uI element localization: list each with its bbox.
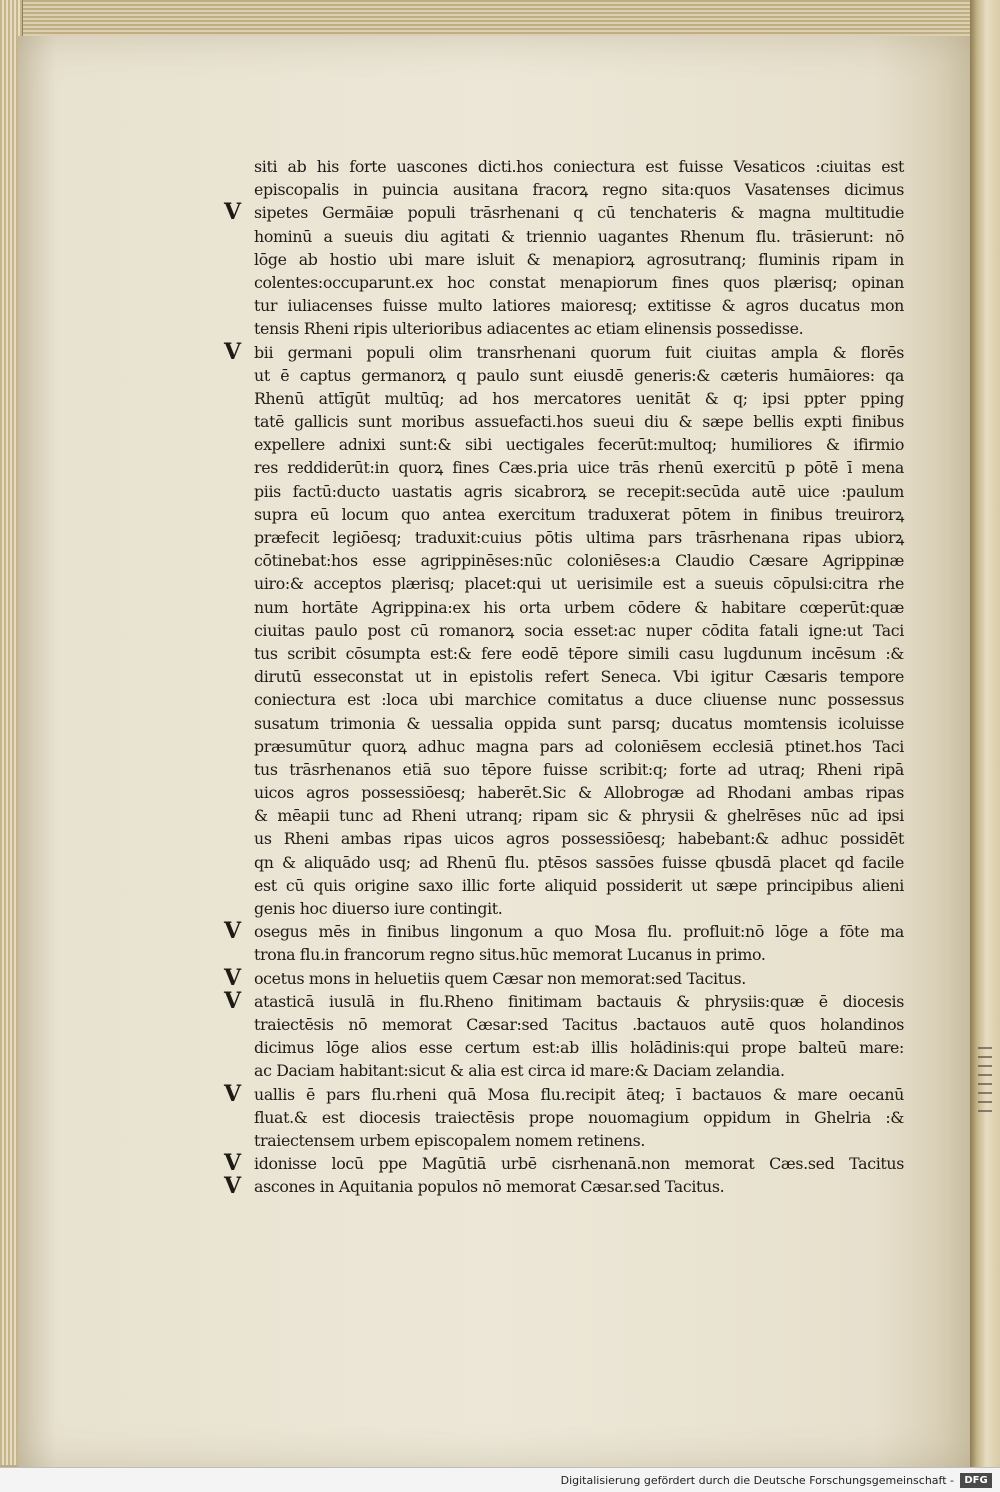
text-line bbox=[254, 572, 904, 595]
line-text: lōge ab hostio ubi mare isluit & menapiorꝝ agrosutranq; fluminis ripam in bbox=[254, 249, 904, 269]
line-text: tus scribit cōsumpta est:& fere eodē tēpore simili casu lugdunum incēsum :& bbox=[254, 643, 904, 663]
initial-letter: V bbox=[224, 964, 241, 991]
line-text: sipetes Germāiæ populi trāsrhenani q cū tenchateris & magna multitudie bbox=[254, 203, 904, 223]
text-line bbox=[254, 596, 904, 619]
line-text: traiectensem urbem episcopalem nomem retinens. bbox=[254, 1130, 646, 1150]
text-line bbox=[254, 271, 904, 294]
text-line bbox=[254, 712, 904, 735]
text-line bbox=[254, 897, 904, 920]
text-line bbox=[254, 364, 904, 387]
text-line bbox=[254, 781, 904, 804]
next-page-text-marks bbox=[978, 1040, 996, 1180]
line-text: dirutū esseconstat ut in epistolis refert Seneca. Vbi igitur Cæsaris tempore bbox=[254, 667, 904, 687]
line-text: susatum trimonia & uessalia oppida sunt parsq; ducatus momtensis icoluisse bbox=[254, 713, 904, 733]
line-text: traiectēsis nō memorat Cæsar:sed Tacitus .bactauos autē quos holandinos bbox=[254, 1014, 904, 1034]
initial-letter: V bbox=[224, 338, 241, 365]
text-line bbox=[224, 199, 904, 226]
line-text: uallis ē pars flu.rheni quā Mosa flu.recipit āteq; ī bactauos & mare oecanū bbox=[254, 1084, 904, 1104]
text-line bbox=[254, 503, 904, 526]
line-text: tur iuliacenses fuisse multo latiores maioresq; extitisse & agros ducatus mon bbox=[254, 296, 904, 316]
text-line bbox=[224, 1173, 904, 1200]
text-line bbox=[254, 735, 904, 758]
initial-letter: V bbox=[224, 987, 241, 1014]
line-text: ascones in Aquitania populos nō memorat Cæsar.sed Tacitus. bbox=[254, 1177, 725, 1197]
text-line bbox=[254, 642, 904, 665]
line-text: siti ab his forte uascones dicti.hos coniectura est fuisse Vesaticos :ciuitas est bbox=[254, 157, 904, 176]
printed-text-block bbox=[224, 155, 904, 1200]
line-text: ocetus mons in heluetiis quem Cæsar non memorat:sed Tacitus. bbox=[254, 968, 746, 988]
line-text: genis hoc diuerso iure contingit. bbox=[254, 899, 503, 918]
text-line bbox=[254, 1036, 904, 1059]
line-text: tatē gallicis sunt moribus assuefacti.hos sueui diu & sæpe bellis expti finibus bbox=[254, 412, 904, 432]
text-line bbox=[224, 1080, 904, 1107]
text-line bbox=[254, 480, 904, 503]
book-gutter-edge bbox=[970, 0, 1000, 1470]
text-line bbox=[254, 827, 904, 850]
line-text: cōtinebat:hos esse agrippinēses:nūc coloniēses:a Claudio Cæsare Agrippinæ bbox=[254, 551, 904, 571]
line-text: coniectura est :loca ubi marchice comitatus a duce cliuense nunc possessus bbox=[254, 690, 904, 710]
line-text: colentes:occuparunt.ex hoc constat menapiorum fines quos plærisq; opinan bbox=[254, 272, 904, 292]
text-line bbox=[224, 1150, 904, 1177]
dfg-logo: DFG bbox=[960, 1473, 992, 1488]
initial-letter: V bbox=[224, 918, 241, 945]
line-text: uicos agros possessiōesq; haberēt.Sic & Allobrogæ ad Rhodani ambas ripas bbox=[254, 783, 904, 803]
line-text: fluat.& est diocesis traiectēsis prope nouomagium oppidum in Ghelria :& bbox=[254, 1107, 904, 1127]
line-text: præfecit legiōesq; traduxit:cuius pōtis ultima pars trāsrhenana ripas ubiorꝝ bbox=[254, 528, 904, 547]
footer-credit: Digitalisierung gefördert durch die Deutsche Forschungsgemeinschaft - bbox=[560, 1474, 954, 1487]
initial-letter: V bbox=[224, 1080, 241, 1107]
text-line bbox=[254, 874, 904, 897]
line-text: atasticā iusulā in flu.Rheno finitimam bactauis & phrysiis:quæ ē diocesis bbox=[254, 991, 904, 1011]
line-text: qn & aliquādo usq; ad Rhenū flu. ptēsos sassōes fuisse qbusdā placet qd facile bbox=[254, 852, 904, 872]
text-line bbox=[254, 1106, 904, 1129]
line-text: osegus mēs in finibus lingonum a quo Mosa flu. profluit:nō lōge a fōte ma bbox=[254, 922, 904, 942]
line-text: tensis Rheni ripis ulterioribus adiacentes ac etiam elinensis possedisse. bbox=[254, 319, 804, 339]
line-text: præsumūtur quorꝝ adhuc magna pars ad coloniēsem ecclesiā ptinet.hos Taci bbox=[254, 736, 904, 756]
book-top-edge bbox=[0, 0, 1000, 38]
line-text: trona flu.in francorum regno situs.hūc memorat Lucanus in primo. bbox=[254, 945, 766, 965]
line-text: ciuitas paulo post cū romanorꝝ socia esset:ac nuper cōdita fatali igne:ut Taci bbox=[254, 620, 904, 640]
text-line bbox=[254, 248, 904, 271]
line-text: episcopalis in puincia ausitana fracorꝝ regno sita:quos Vasatenses dicimus bbox=[254, 180, 904, 200]
text-line bbox=[254, 1129, 904, 1152]
text-line bbox=[254, 804, 904, 827]
line-text: ac Daciam habitant:sicut & alia est circa id mare:& Daciam zelandia. bbox=[254, 1061, 785, 1081]
line-text: expellere adnixi sunt:& sibi uectigales fecerūt:multoq; humiliores & ifirmio bbox=[254, 435, 904, 455]
line-text: & mēapii tunc ad Rheni utranq; ripam sic & phrysii & ghelrēses nūc ad ipsi bbox=[254, 806, 904, 826]
text-line bbox=[254, 178, 904, 201]
initial-letter: V bbox=[224, 1150, 241, 1177]
text-line bbox=[224, 918, 904, 945]
text-line bbox=[254, 294, 904, 317]
text-line bbox=[254, 456, 904, 479]
text-line bbox=[254, 549, 904, 572]
text-line bbox=[254, 1013, 904, 1036]
line-text: hominū a sueuis diu agitati & triennio uagantes Rhenum flu. trāsierunt: nō bbox=[254, 226, 904, 246]
footer-bar bbox=[0, 1467, 1000, 1492]
line-text: supra eū locum quo antea exercitum traduxerat pōtem in finibus treuirorꝝ bbox=[254, 504, 904, 524]
initial-letter: V bbox=[224, 199, 241, 226]
text-line bbox=[224, 338, 904, 365]
text-line bbox=[254, 758, 904, 781]
text-line bbox=[224, 964, 904, 991]
text-line bbox=[254, 943, 904, 966]
line-text: res reddiderūt:in quorꝝ fines Cæs.pria uice trās rhenū exercitū p pōtē ī mena bbox=[254, 458, 904, 478]
text-line bbox=[254, 225, 904, 248]
line-text: dicimus lōge alios esse certum est:ab illis holādinis:qui prope balteū mare: bbox=[254, 1038, 904, 1058]
text-line bbox=[254, 851, 904, 874]
text-line bbox=[254, 433, 904, 456]
line-text: Rhenū attīgūt multūq; ad hos mercatores uenitāt & q; ipsi ppter pping bbox=[254, 388, 904, 408]
line-text: uiro:& acceptos plærisq; placet:qui ut uerisimile est a sueuis cōpulsi:citra rhe bbox=[254, 574, 904, 594]
line-text: piis factū:ducto uastatis agris sicabrorꝝ se recepit:secūda autē uice :paulum bbox=[254, 481, 904, 501]
line-text: idonisse locū ppe Magūtiā urbē cisrhenanā.non memorat Cæs.sed Tacitus bbox=[254, 1154, 904, 1174]
text-line bbox=[224, 987, 904, 1014]
text-line bbox=[254, 155, 904, 178]
initial-letter: V bbox=[224, 1173, 241, 1200]
text-line bbox=[254, 619, 904, 642]
text-line bbox=[254, 410, 904, 433]
line-text: ut ē captus germanorꝝ q paulo sunt eiusdē generis:& cæteris humāiores: qa bbox=[254, 365, 904, 385]
line-text: num hortāte Agrippina:ex his orta urbem cōdere & habitare cœperūt:quæ bbox=[254, 597, 904, 617]
text-line bbox=[254, 317, 904, 340]
line-text: tus trāsrhenanos etiā suo tēpore fuisse scribit:q; forte ad utraq; Rheni ripā bbox=[254, 759, 904, 779]
text-line bbox=[254, 665, 904, 688]
line-text: est cū quis origine saxo illic forte aliquid possiderit ut sæpe principibus alieni bbox=[254, 875, 904, 895]
line-text: us Rheni ambas ripas uicos agros possessiōesq; habebant:& adhuc possidēt bbox=[254, 829, 904, 849]
line-text: bii germani populi olim transrhenani quorum fuit ciuitas ampla & florēs bbox=[254, 342, 904, 362]
text-line bbox=[254, 688, 904, 711]
text-line bbox=[254, 387, 904, 410]
text-line bbox=[254, 1059, 904, 1082]
text-line bbox=[254, 526, 904, 549]
